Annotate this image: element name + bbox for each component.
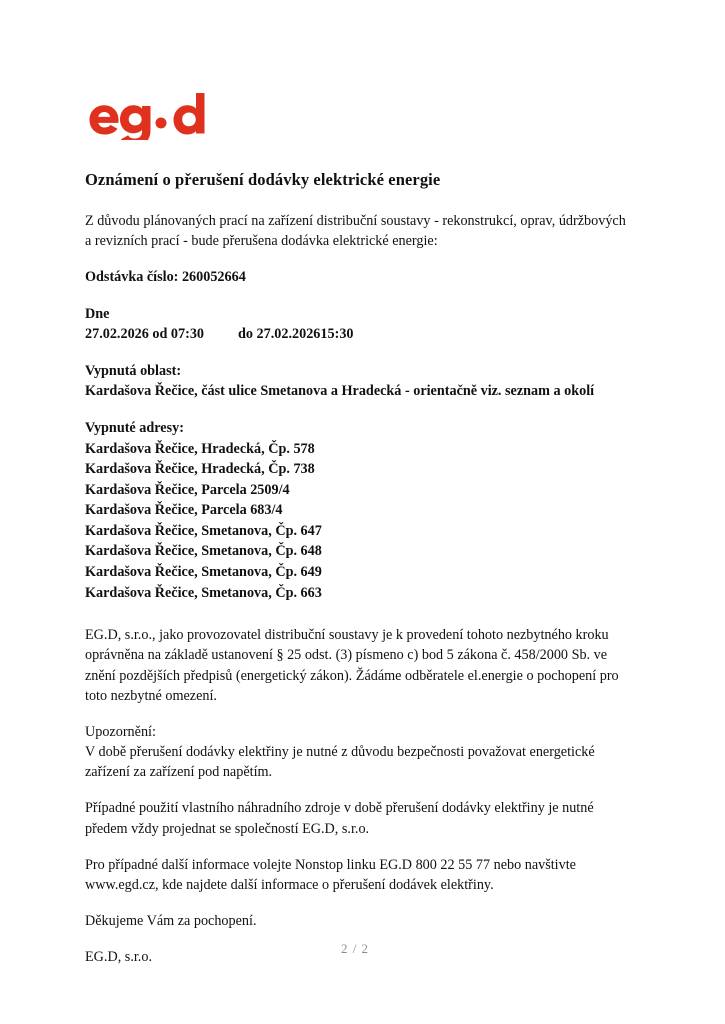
- signature: EG.D, s.r.o.: [85, 949, 152, 966]
- list-item: Kardašova Řečice, Smetanova, Čp. 663: [85, 584, 322, 601]
- affected-addresses-block: [85, 418, 630, 603]
- notice-block: [85, 722, 630, 782]
- thanks-paragraph: Děkujeme Vám za pochopení.: [85, 912, 257, 929]
- document-content: [85, 92, 630, 983]
- date-from: 27.02.2026 od 07:30: [85, 326, 205, 343]
- notice-text: V době přerušení dodávky elektřiny je nutné z důvodu bezpečnosti považovat energetické zařízení za zařízení pod napětím.: [85, 744, 595, 781]
- list-item: Kardašova Řečice, Smetanova, Čp. 649: [85, 564, 322, 581]
- page-number: 2 / 2: [340, 941, 370, 956]
- list-item: Kardašova Řečice, Smetanova, Čp. 648: [85, 543, 322, 560]
- backup-source-paragraph: Případné použití vlastního náhradního zdroje v době přerušení dodávky elektřiny je nutné předem vždy projednat se společností EG.D, s.r.o.: [85, 800, 594, 837]
- page-footer: [0, 940, 725, 958]
- date-heading: Dne: [85, 305, 110, 322]
- affected-addresses-heading: Vypnuté adresy:: [85, 419, 184, 436]
- outage-number: Odstávka číslo: 260052664: [85, 268, 246, 285]
- list-item: Kardašova Řečice, Smetanova, Čp. 647: [85, 522, 322, 539]
- outage-number-block: [85, 267, 630, 288]
- affected-area-heading: Vypnutá oblast:: [85, 362, 182, 379]
- date-range-row: [85, 324, 630, 345]
- page-title: Oznámení o přerušení dodávky elektrické energie: [85, 170, 441, 189]
- egd-logo: [85, 92, 630, 140]
- notice-heading: Upozornění:: [85, 723, 156, 740]
- list-item: Kardašova Řečice, Hradecká, Čp. 578: [85, 440, 315, 457]
- contact-paragraph: Pro případné další informace volejte Nonstop linku EG.D 800 22 55 77 nebo navštivte www.egd.cz, kde najdete další informace o přerušení dodávek elektřiny.: [85, 856, 576, 893]
- affected-addresses-list: [85, 439, 630, 604]
- list-item: Kardašova Řečice, Parcela 2509/4: [85, 481, 290, 498]
- list-item: Kardašova Řečice, Parcela 683/4: [85, 502, 283, 519]
- affected-area-block: [85, 361, 630, 402]
- date-separator-gap: [204, 324, 238, 345]
- outage-date-block: [85, 304, 630, 345]
- affected-area-value: Kardašova Řečice, část ulice Smetanova a Hradecká - orientačně viz. seznam a okolí: [85, 383, 595, 400]
- list-item: Kardašova Řečice, Hradecká, Čp. 738: [85, 461, 315, 478]
- intro-paragraph: Z důvodu plánovaných prací na zařízení distribuční soustavy - rekonstrukcí, oprav, údržbových a revizních prací - bude přerušena dodávka elektrické energie:: [85, 212, 626, 249]
- date-to: do 27.02.202615:30: [238, 326, 354, 343]
- legal-paragraph: EG.D, s.r.o., jako provozovatel distribuční soustavy je k provedení tohoto nezbytného kroku oprávněna na základě ustanovení § 25 odst. (3) písmeno c) bod 5 zákona č. 458/2000 Sb. ve znění pozdějších předpisů (energetický zákon). Žádáme odběratele el.energie o pochopení pro toto nezbytné omezení.: [85, 627, 619, 704]
